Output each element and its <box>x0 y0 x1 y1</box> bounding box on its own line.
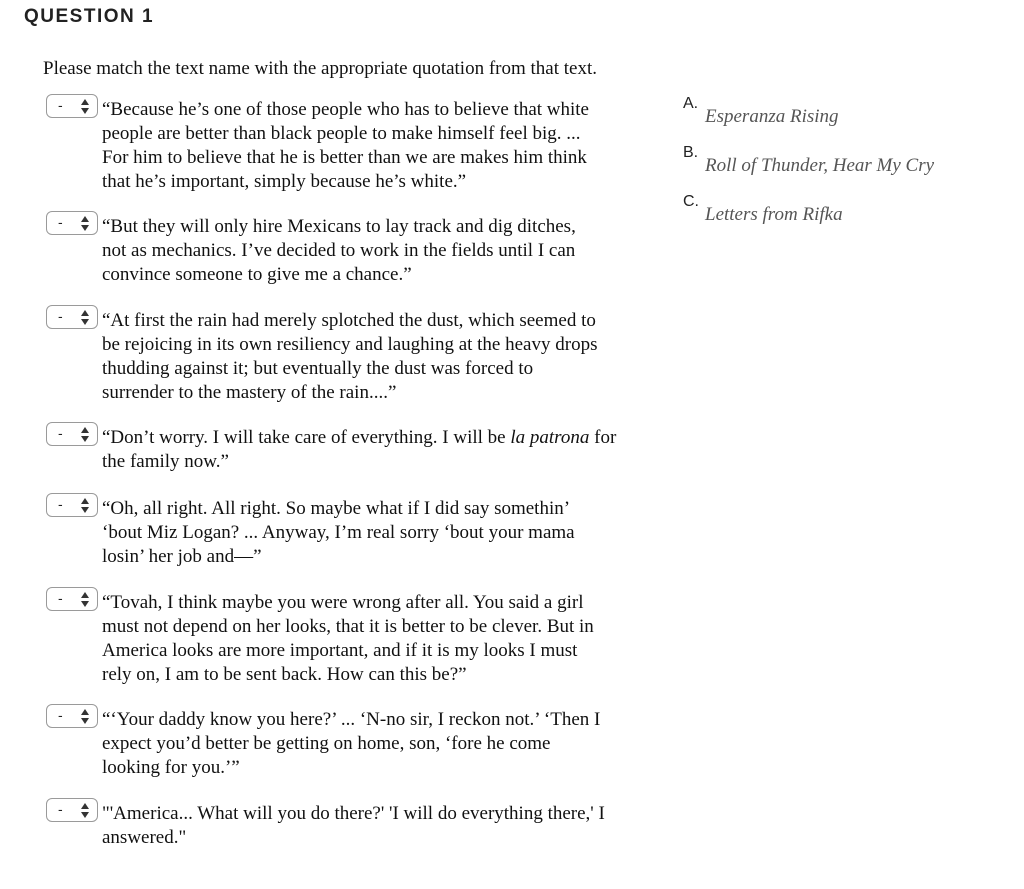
answer-item-b <box>683 144 1013 193</box>
answer-letter: A. <box>683 95 699 112</box>
quote-text-5 <box>102 497 682 569</box>
quote-line: “Oh, all right. All right. So maybe what if I did say somethin’ <box>102 498 571 519</box>
quote-line: expect you’d better be getting on home, son, ‘fore he come <box>102 733 551 754</box>
quote-text-2 <box>102 215 682 287</box>
answer-title: Esperanza Rising <box>705 106 839 127</box>
quote-line: convince someone to give me a chance.” <box>102 264 412 285</box>
quote-line: "'America... What will you do there?' 'I will do everything there,' I <box>102 803 605 824</box>
answer-select-5[interactable] <box>46 493 98 517</box>
answer-select-3[interactable] <box>46 305 98 329</box>
quote-line: “Because he’s one of those people who has to believe that white <box>102 99 589 120</box>
select-value: - <box>58 308 63 324</box>
quote-text-3 <box>102 309 682 405</box>
quote-line: that he’s important, simply because he’s white.” <box>102 171 467 192</box>
quote-line: rely on, I am to be sent back. How can this be?” <box>102 664 467 685</box>
quote-line: thudding against it; but eventually the dust was forced to <box>102 358 534 379</box>
quote-text-1 <box>102 98 682 194</box>
quote-line: “At first the rain had merely splotched the dust, which seemed to <box>102 310 596 331</box>
quote-line: ‘bout Miz Logan? ... Anyway, I’m real sorry ‘bout your mama <box>102 522 575 543</box>
quote-line: losin’ her job and—” <box>102 546 262 567</box>
select-value: - <box>58 97 63 113</box>
quote-line: America looks are more important, and if it is my looks I must <box>102 640 578 661</box>
answer-list <box>683 95 1013 242</box>
quote-line: people are better than black people to make himself feel big. ... <box>102 123 581 144</box>
question-instructions: Please match the text name with the appropriate quotation from that text. <box>43 58 597 79</box>
select-value: - <box>58 496 63 512</box>
answer-item-a <box>683 95 1013 144</box>
quote-line: surrender to the mastery of the rain....” <box>102 382 397 403</box>
select-arrows-icon <box>81 99 89 114</box>
quote-line: “But they will only hire Mexicans to lay track and dig ditches, <box>102 216 576 237</box>
answer-item-c <box>683 193 1013 242</box>
quote-text-4 <box>102 426 682 474</box>
quote-line: “Tovah, I think maybe you were wrong after all. You said a girl <box>102 592 584 613</box>
select-arrows-icon <box>81 592 89 607</box>
select-value: - <box>58 590 63 606</box>
select-arrows-icon <box>81 310 89 325</box>
quote-line: For him to believe that he is better than we are makes him think <box>102 147 587 168</box>
answer-select-8[interactable] <box>46 798 98 822</box>
select-arrows-icon <box>81 498 89 513</box>
quote-text-6 <box>102 591 682 687</box>
answer-title: Letters from Rifka <box>705 204 843 225</box>
quote-line: the family now.” <box>102 451 229 472</box>
select-value: - <box>58 425 63 441</box>
answer-select-1[interactable] <box>46 94 98 118</box>
answer-select-7[interactable] <box>46 704 98 728</box>
quote-line: “Don’t worry. I will take care of everything. I will be la patrona for <box>102 427 617 448</box>
quote-line: must not depend on her looks, that it is better to be clever. But in <box>102 616 594 637</box>
quote-line: “‘Your daddy know you here?’ ... ‘N-no sir, I reckon not.’ ‘Then I <box>102 709 601 730</box>
select-arrows-icon <box>81 803 89 818</box>
answer-select-6[interactable] <box>46 587 98 611</box>
select-arrows-icon <box>81 427 89 442</box>
answer-select-2[interactable] <box>46 211 98 235</box>
select-arrows-icon <box>81 709 89 724</box>
answer-letter: B. <box>683 144 699 161</box>
quote-line: answered." <box>102 827 187 848</box>
quote-text-7 <box>102 708 682 780</box>
select-arrows-icon <box>81 216 89 231</box>
answer-title: Roll of Thunder, Hear My Cry <box>705 155 935 176</box>
quote-text-8 <box>102 802 682 850</box>
quote-line: not as mechanics. I’ve decided to work in the fields until I can <box>102 240 576 261</box>
quote-line: be rejoicing in its own resiliency and laughing at the heavy drops <box>102 334 598 355</box>
answer-letter: C. <box>683 193 699 210</box>
select-value: - <box>58 801 63 817</box>
select-value: - <box>58 214 63 230</box>
quote-line: looking for you.’” <box>102 757 240 778</box>
select-value: - <box>58 707 63 723</box>
question-title: QUESTION 1 <box>24 6 155 27</box>
answer-select-4[interactable] <box>46 422 98 446</box>
